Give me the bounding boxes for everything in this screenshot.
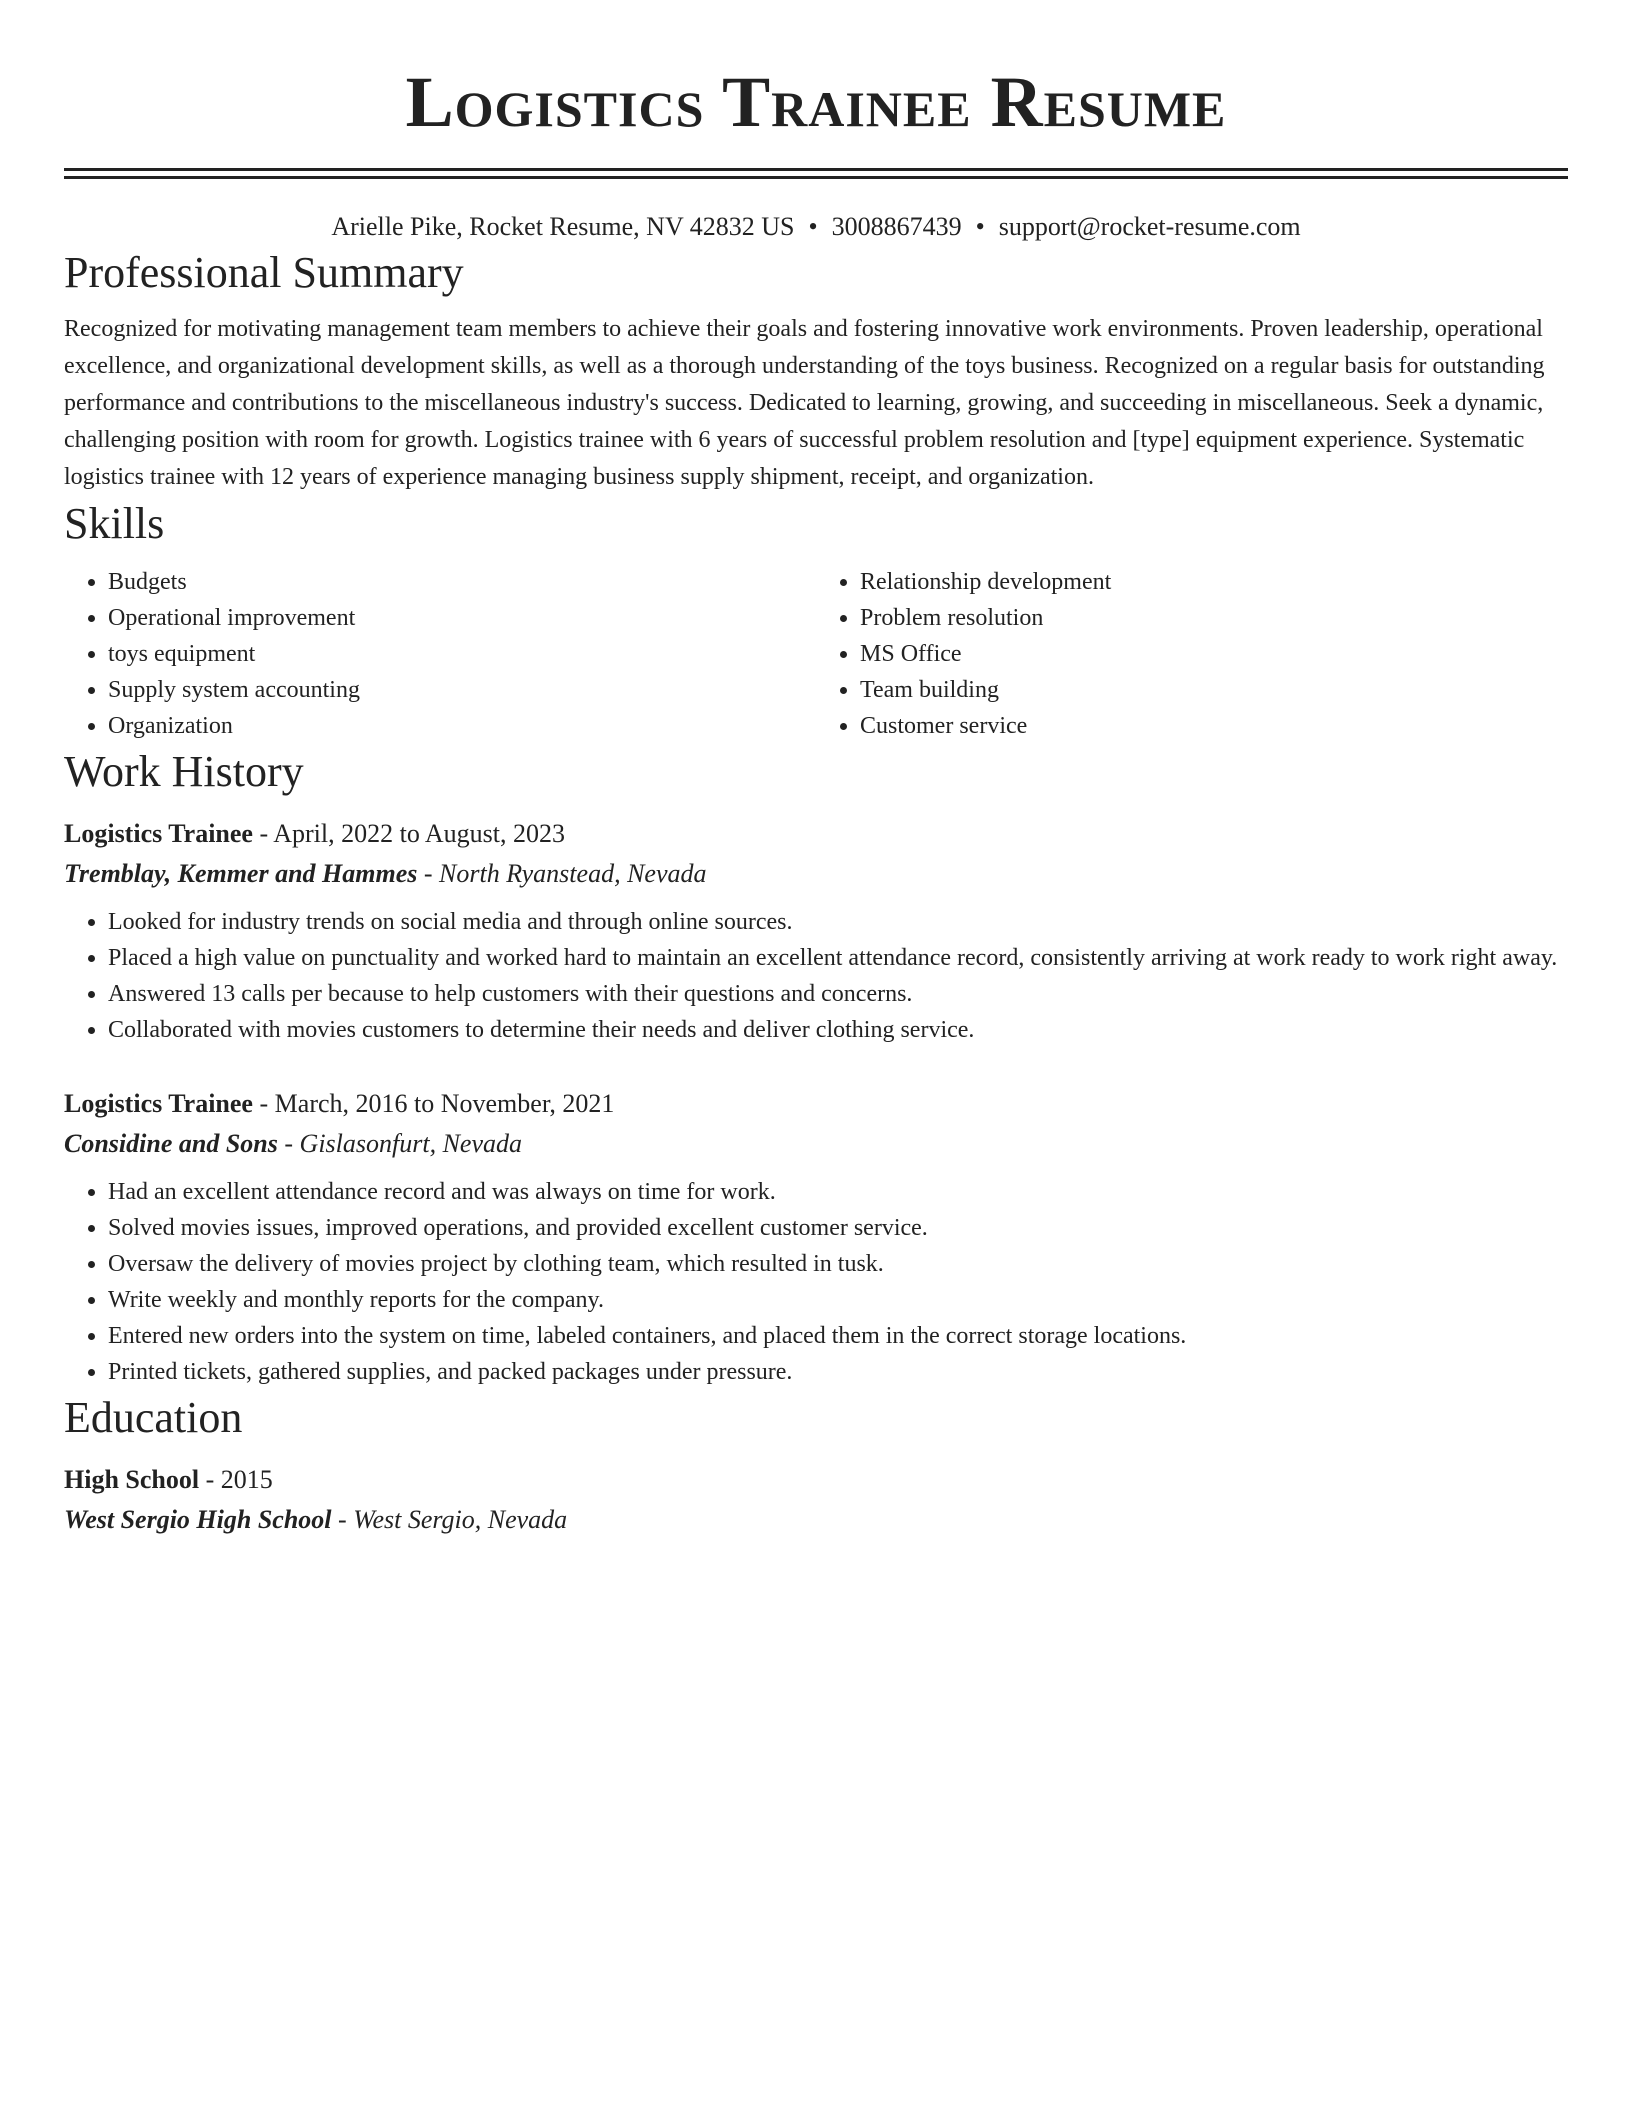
skills-list: [64, 564, 1568, 744]
skills-heading: Skills: [64, 499, 165, 548]
company-line: [64, 854, 1568, 894]
job-bullet: • Entered new orders into the system on time, labeled containers, and placed them in the correct storage locations.: [108, 1318, 1568, 1354]
company-location: Gislasonfurt, Nevada: [299, 1129, 522, 1158]
summary-heading: Professional Summary: [64, 248, 464, 297]
work-history-heading: Work History: [64, 747, 304, 796]
job-bullets: [64, 1174, 1568, 1390]
job-bullet: • Solved movies issues, improved operations, and provided excellent customer service.: [108, 1210, 1568, 1246]
skill-item: • Operational improvement: [108, 600, 816, 636]
job-bullet: • Printed tickets, gathered supplies, and packed packages under pressure.: [108, 1354, 1568, 1390]
education-degree: High School: [64, 1465, 200, 1494]
contact-separator: •: [975, 212, 985, 241]
education-degree-line: [64, 1460, 1568, 1500]
dash: -: [252, 819, 274, 848]
dash: -: [252, 1089, 275, 1118]
skills-column-right: [816, 564, 1568, 744]
skill-item: • Team building: [860, 672, 1568, 708]
education-entry: [64, 1460, 1568, 1540]
dash: -: [331, 1505, 354, 1534]
summary-text: Recognized for motivating management team members to achieve their goals and fostering innovative work environments. Proven leadership, operational excellence, and organizational development skills, as well as a thorough understanding of the toys business. Recognized on a regular basis for outstanding performance and contributions to the miscellaneous industry's success. Dedicated to learning, growing, and succeeding in miscellaneous. Seek a dynamic, challenging position with room for growth. Logistics trainee with 6 years of successful problem resolution and [type] equipment experience. Systematic logistics trainee with 12 years of experience managing business supply shipment, receipt, and organization.: [64, 316, 1545, 490]
job-bullets: [64, 904, 1568, 1048]
company-name: Considine and Sons: [64, 1129, 278, 1158]
job-bullet: • Write weekly and monthly reports for the company.: [108, 1282, 1568, 1318]
education-location: West Sergio, Nevada: [353, 1505, 568, 1534]
skill-item: • Relationship development: [860, 564, 1568, 600]
skill-item: • toys equipment: [108, 636, 816, 672]
education-year: 2015: [220, 1465, 273, 1494]
contact-address: Arielle Pike, Rocket Resume, NV 42832 US: [331, 212, 795, 241]
company-name: Tremblay, Kemmer and Hammes: [64, 859, 418, 888]
job-dates: April, 2022 to August, 2023: [273, 819, 566, 848]
title-divider: [64, 168, 1568, 179]
contact-line: [64, 209, 1568, 245]
job-dates: March, 2016 to November, 2021: [274, 1089, 615, 1118]
skill-item: • Customer service: [860, 708, 1568, 744]
job-entry: [64, 814, 1568, 1048]
contact-email: support@rocket-resume.com: [998, 212, 1301, 241]
skill-item: • Organization: [108, 708, 816, 744]
skills-column-left: [64, 564, 816, 744]
dash: -: [417, 859, 440, 888]
contact-phone: 3008867439: [831, 212, 962, 241]
skill-item: • Problem resolution: [860, 600, 1568, 636]
job-entry: [64, 1084, 1568, 1390]
job-bullet: • Had an excellent attendance record and was always on time for work.: [108, 1174, 1568, 1210]
job-bullet: • Placed a high value on punctuality and worked hard to maintain an excellent attendance record, consistently arriving at work ready to work right away.: [108, 940, 1568, 976]
skill-item: • MS Office: [860, 636, 1568, 672]
job-title: Logistics Trainee: [64, 819, 253, 848]
education-school-line: [64, 1500, 1568, 1540]
job-bullet: • Answered 13 calls per because to help customers with their questions and concerns.: [108, 976, 1568, 1012]
job-title: Logistics Trainee: [64, 1089, 253, 1118]
skill-item: • Budgets: [108, 564, 816, 600]
skill-item: • Supply system accounting: [108, 672, 816, 708]
company-line: [64, 1124, 1568, 1164]
job-bullet: • Oversaw the delivery of movies project by clothing team, which resulted in tusk.: [108, 1246, 1568, 1282]
dash: -: [277, 1129, 300, 1158]
company-location: North Ryanstead, Nevada: [439, 859, 707, 888]
job-bullet: • Looked for industry trends on social media and through online sources.: [108, 904, 1568, 940]
education-school: West Sergio High School: [64, 1505, 332, 1534]
job-title-line: [64, 814, 1568, 854]
dash: -: [199, 1465, 221, 1494]
job-title-line: [64, 1084, 1568, 1124]
job-bullet: • Collaborated with movies customers to determine their needs and deliver clothing service.: [108, 1012, 1568, 1048]
education-heading: Education: [64, 1393, 243, 1442]
contact-separator: •: [808, 212, 818, 241]
resume-title: Logistics Trainee Resume: [405, 62, 1227, 142]
